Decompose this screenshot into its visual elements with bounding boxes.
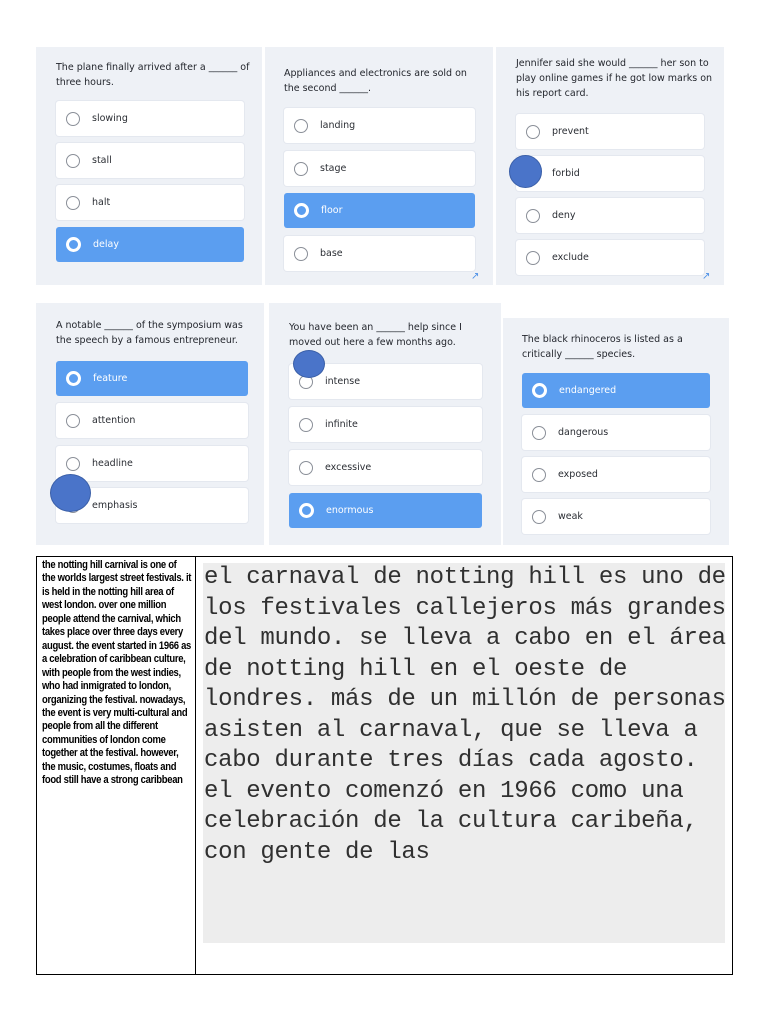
option-label: floor (321, 205, 343, 216)
question-text: A notable ______ of the symposium was the speech by a famous entrepreneur. (56, 320, 243, 346)
radio-icon[interactable] (66, 457, 80, 471)
radio-icon[interactable] (66, 154, 80, 168)
option-label: halt (92, 197, 111, 208)
radio-icon[interactable] (294, 162, 308, 176)
option-label: forbid (552, 168, 580, 179)
option-stage[interactable] (284, 151, 475, 186)
option-label: endangered (559, 385, 617, 396)
option-feature-selected[interactable] (56, 361, 248, 396)
radio-icon[interactable] (66, 414, 80, 428)
option-label: intense (325, 376, 361, 387)
question-text: Jennifer said she would ______ her son to play online games if he got low marks on his report card. (516, 58, 713, 99)
spanish-text-cell: el carnaval de notting hill es uno de los festivales callejeros más grandes del mundo. se lleva a cabo en el área de notting hill en el oeste de londres. más de un millón de personas asisten al carnaval, que se lleva a cabo durante tres días cada agosto. el evento comenzó en 1966 como una celebración de la cultura caribeña, con gente de las (204, 564, 726, 866)
option-label: exposed (558, 469, 598, 480)
marker-dot (293, 350, 325, 378)
radio-icon[interactable] (294, 119, 308, 133)
option-headline[interactable] (56, 446, 248, 481)
expand-arrow-icon[interactable]: ↗ (471, 271, 480, 282)
quiz-card-2 (265, 47, 493, 285)
radio-selected-icon[interactable] (66, 237, 81, 252)
option-excessive[interactable] (289, 450, 482, 485)
option-delay-selected[interactable] (56, 227, 244, 262)
option-label: base (320, 248, 343, 259)
option-forbid[interactable] (516, 156, 704, 191)
option-slowing[interactable] (56, 101, 244, 136)
option-label: enormous (326, 505, 374, 516)
expand-arrow-icon[interactable]: ↗ (702, 271, 711, 282)
option-exposed[interactable] (522, 457, 710, 492)
option-label: landing (320, 120, 356, 131)
option-prevent[interactable] (516, 114, 704, 149)
radio-icon[interactable] (294, 247, 308, 261)
option-enormous-selected[interactable] (289, 493, 482, 528)
option-base[interactable] (284, 236, 475, 271)
english-text-cell: the notting hill carnival is one of the worlds largest street festivals. it is held in the notting hill area of west london. over one million people attend the carnival, which takes place over three days every august. the event started in 1966 as a celebration of caribbean culture, with people from the west indies, who had inmigrated to london, organizing the festival. nowadays, the event is very multi-cultural and people from all the different communities of london come together at the festival. however, the music, costumes, floats and food still have a strong caribbean (42, 559, 192, 787)
column-divider (195, 557, 196, 974)
option-label: stall (92, 155, 112, 166)
radio-icon[interactable] (526, 125, 540, 139)
radio-icon[interactable] (532, 510, 546, 524)
radio-icon[interactable] (66, 112, 80, 126)
radio-icon[interactable] (532, 426, 546, 440)
radio-icon[interactable] (299, 461, 313, 475)
option-dangerous[interactable] (522, 415, 710, 450)
option-exclude[interactable] (516, 240, 704, 275)
option-label: headline (92, 458, 133, 469)
quiz-card-6 (503, 318, 729, 545)
question-text: You have been an ______ help since I moved out here a few months ago. (289, 322, 462, 348)
option-label: attention (92, 415, 136, 426)
radio-icon[interactable] (532, 468, 546, 482)
marker-dot (50, 474, 91, 512)
option-label: dangerous (558, 427, 609, 438)
option-weak[interactable] (522, 499, 710, 534)
quiz-card-5 (269, 303, 501, 545)
radio-icon[interactable] (526, 251, 540, 265)
option-label: excessive (325, 462, 372, 473)
marker-dot (509, 155, 542, 188)
option-label: slowing (92, 113, 128, 124)
translation-table (36, 556, 733, 975)
question-text: The plane finally arrived after a ______ of three hours. (56, 62, 250, 88)
option-label: deny (552, 210, 576, 221)
option-infinite[interactable] (289, 407, 482, 442)
option-stall[interactable] (56, 143, 244, 178)
radio-icon[interactable] (526, 209, 540, 223)
option-label: prevent (552, 126, 589, 137)
option-label: delay (93, 239, 119, 250)
radio-selected-icon[interactable] (299, 503, 314, 518)
option-endangered-selected[interactable] (522, 373, 710, 408)
option-label: stage (320, 163, 347, 174)
radio-selected-icon[interactable] (532, 383, 547, 398)
option-label: emphasis (92, 500, 138, 511)
radio-icon[interactable] (66, 196, 80, 210)
option-floor-selected[interactable] (284, 193, 475, 228)
option-halt[interactable] (56, 185, 244, 220)
option-label: feature (93, 373, 128, 384)
option-label: infinite (325, 419, 358, 430)
option-attention[interactable] (56, 403, 248, 438)
question-text: The black rhinoceros is listed as a critically ______ species. (522, 334, 683, 360)
question-text: Appliances and electronics are sold on the second ______. (284, 68, 467, 94)
option-label: weak (558, 511, 583, 522)
option-label: exclude (552, 252, 589, 263)
radio-selected-icon[interactable] (294, 203, 309, 218)
radio-selected-icon[interactable] (66, 371, 81, 386)
option-landing[interactable] (284, 108, 475, 143)
option-deny[interactable] (516, 198, 704, 233)
quiz-card-1 (36, 47, 262, 285)
radio-icon[interactable] (299, 418, 313, 432)
